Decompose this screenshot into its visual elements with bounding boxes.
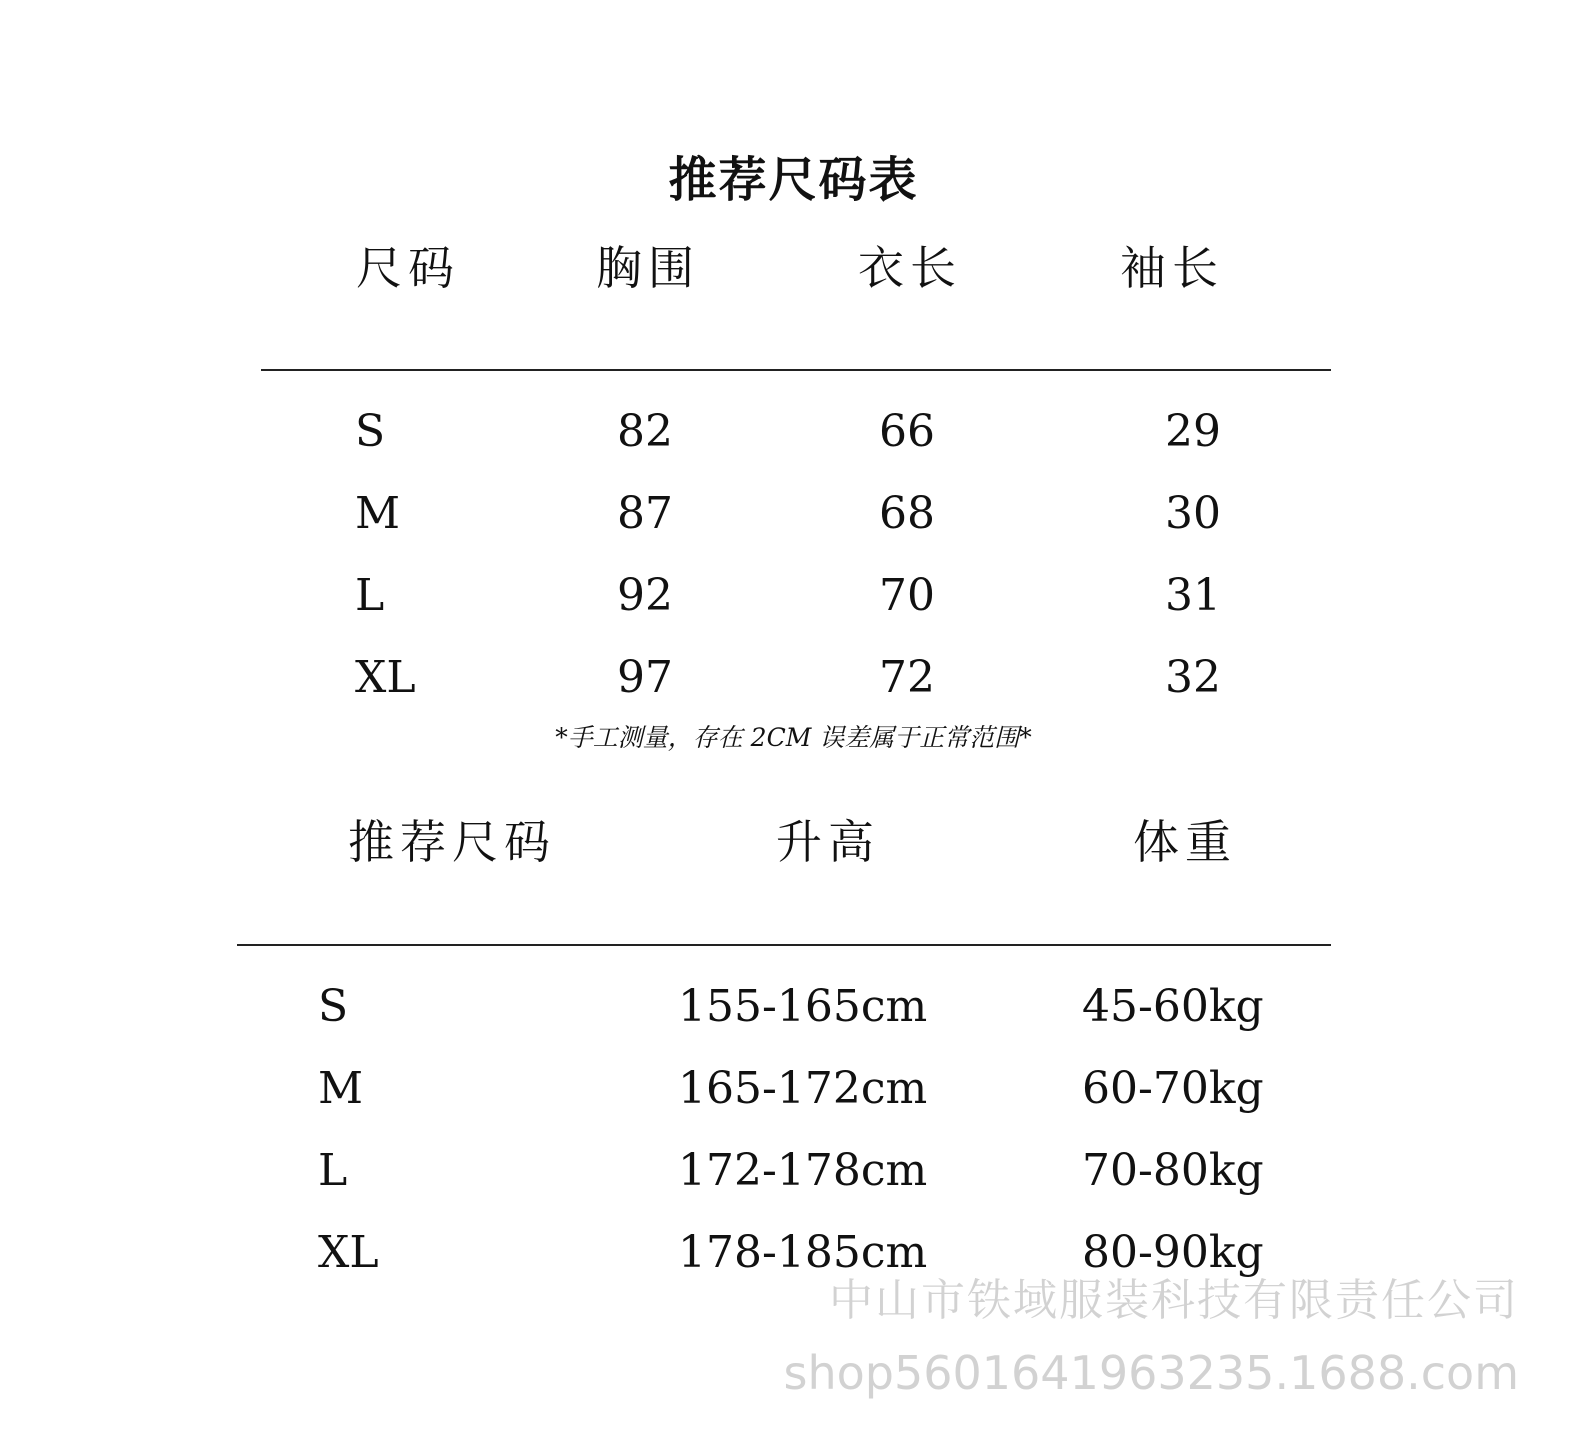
cell-chest: 82 [617,406,673,457]
header-height: 升高 [776,815,880,869]
cell-weight-range: 70-80kg [1082,1145,1264,1196]
cell-weight-range: 80-90kg [1082,1227,1264,1278]
cell-height-range: 172-178cm [678,1145,928,1196]
header-recommended-size: 推荐尺码 [348,815,556,869]
cell-sleeve: 31 [1165,570,1221,621]
header-sleeve: 袖长 [1120,241,1224,295]
cell-weight-range: 45-60kg [1082,981,1264,1032]
cell-sleeve: 30 [1165,488,1221,539]
cell-size: L [355,570,385,621]
cell-height-range: 165-172cm [678,1063,928,1114]
cell-height-range: 178-185cm [678,1227,928,1278]
header-chest: 胸围 [596,241,700,295]
cell-size: M [355,488,401,539]
header-divider [261,369,1331,371]
measurement-note: *手工测量，存在 2CM 误差属于正常范围* [555,723,1032,752]
cell-weight-range: 60-70kg [1082,1063,1264,1114]
cell-sleeve: 29 [1165,406,1221,457]
cell-chest: 87 [617,488,673,539]
cell-size: S [318,981,349,1032]
header-size: 尺码 [356,241,460,295]
header-length: 衣长 [858,241,962,295]
header-weight: 体重 [1133,815,1237,869]
page-title: 推荐尺码表 [668,152,919,208]
header-divider [237,944,1331,946]
watermark-company: 中山市铁域服装科技有限责任公司 [829,1275,1519,1326]
cell-chest: 97 [617,652,673,703]
cell-length: 70 [879,570,935,621]
cell-length: 68 [879,488,935,539]
cell-size: S [355,406,386,457]
watermark-shop-url: shop560164196323​5.1688.com [783,1346,1519,1400]
cell-height-range: 155-165cm [678,981,928,1032]
cell-size: M [318,1063,364,1114]
cell-size: L [318,1145,348,1196]
cell-sleeve: 32 [1165,652,1221,703]
cell-length: 66 [879,406,935,457]
cell-length: 72 [879,652,935,703]
cell-size: XL [355,652,416,703]
cell-chest: 92 [617,570,673,621]
cell-size: XL [318,1227,379,1278]
